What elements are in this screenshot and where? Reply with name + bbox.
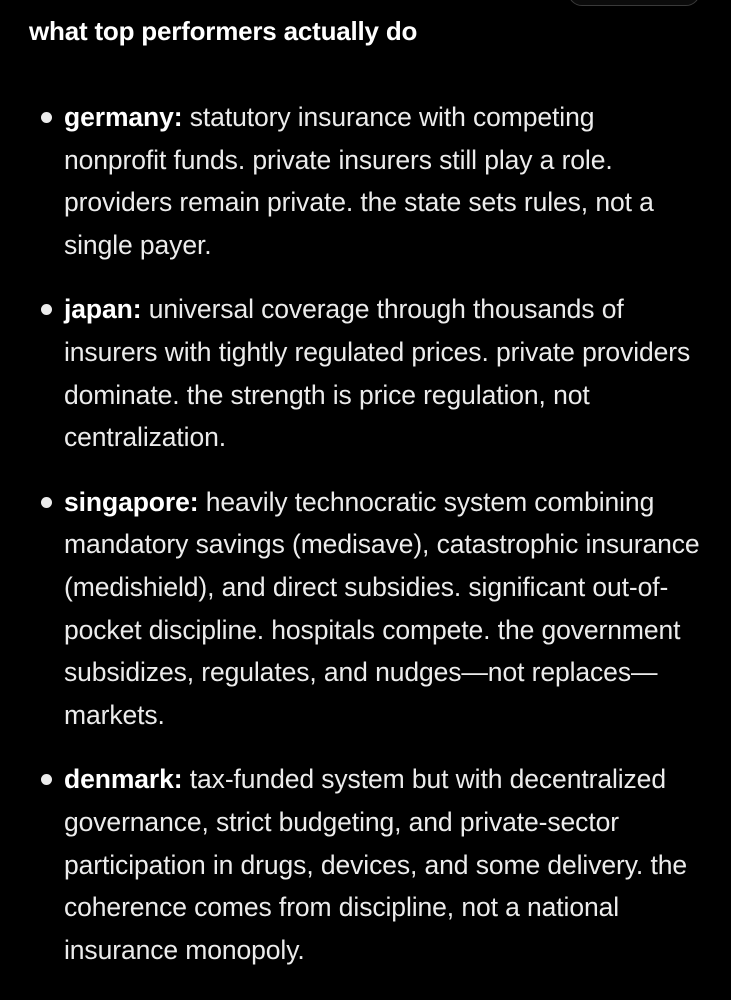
item-text: tax-funded system but with decentralized governance, strict budgeting, and private-sector participation in drugs, devices, and some delivery. the coherence comes from discipline, not a national insurance monopoly.	[64, 764, 687, 965]
list-item-japan	[0, 288, 731, 458]
item-text: heavily technocratic system combining mandatory savings (medisave), catastrophic insurance (medishield), and direct subsidies. significant out-of-pocket discipline. hospitals compete. the government subsidizes, regulates, and nudges—not replaces—markets.	[64, 486, 700, 730]
bullet-icon	[41, 112, 52, 123]
top-pill-button[interactable]	[568, 0, 700, 6]
section-heading: what top performers actually do	[29, 16, 418, 46]
country-label: japan:	[64, 294, 142, 325]
bullet-icon	[41, 497, 52, 508]
country-label: germany:	[64, 102, 183, 132]
item-text: universal coverage through thousands of insurers with tightly regulated prices. private providers dominate. the strength is price regulation, not centralization.	[64, 294, 691, 453]
bullet-icon	[41, 304, 52, 315]
item-text: statutory insurance with competing nonprofit funds. private insurers still play a role. providers remain private. the state sets rules, not a single payer.	[64, 102, 654, 260]
list-item-denmark	[0, 758, 731, 971]
country-label: singapore:	[64, 486, 199, 517]
list-item-germany	[0, 96, 731, 266]
bullet-list	[0, 96, 731, 993]
country-label: denmark:	[64, 764, 183, 795]
bullet-icon	[41, 774, 52, 785]
list-item-singapore	[0, 481, 731, 737]
